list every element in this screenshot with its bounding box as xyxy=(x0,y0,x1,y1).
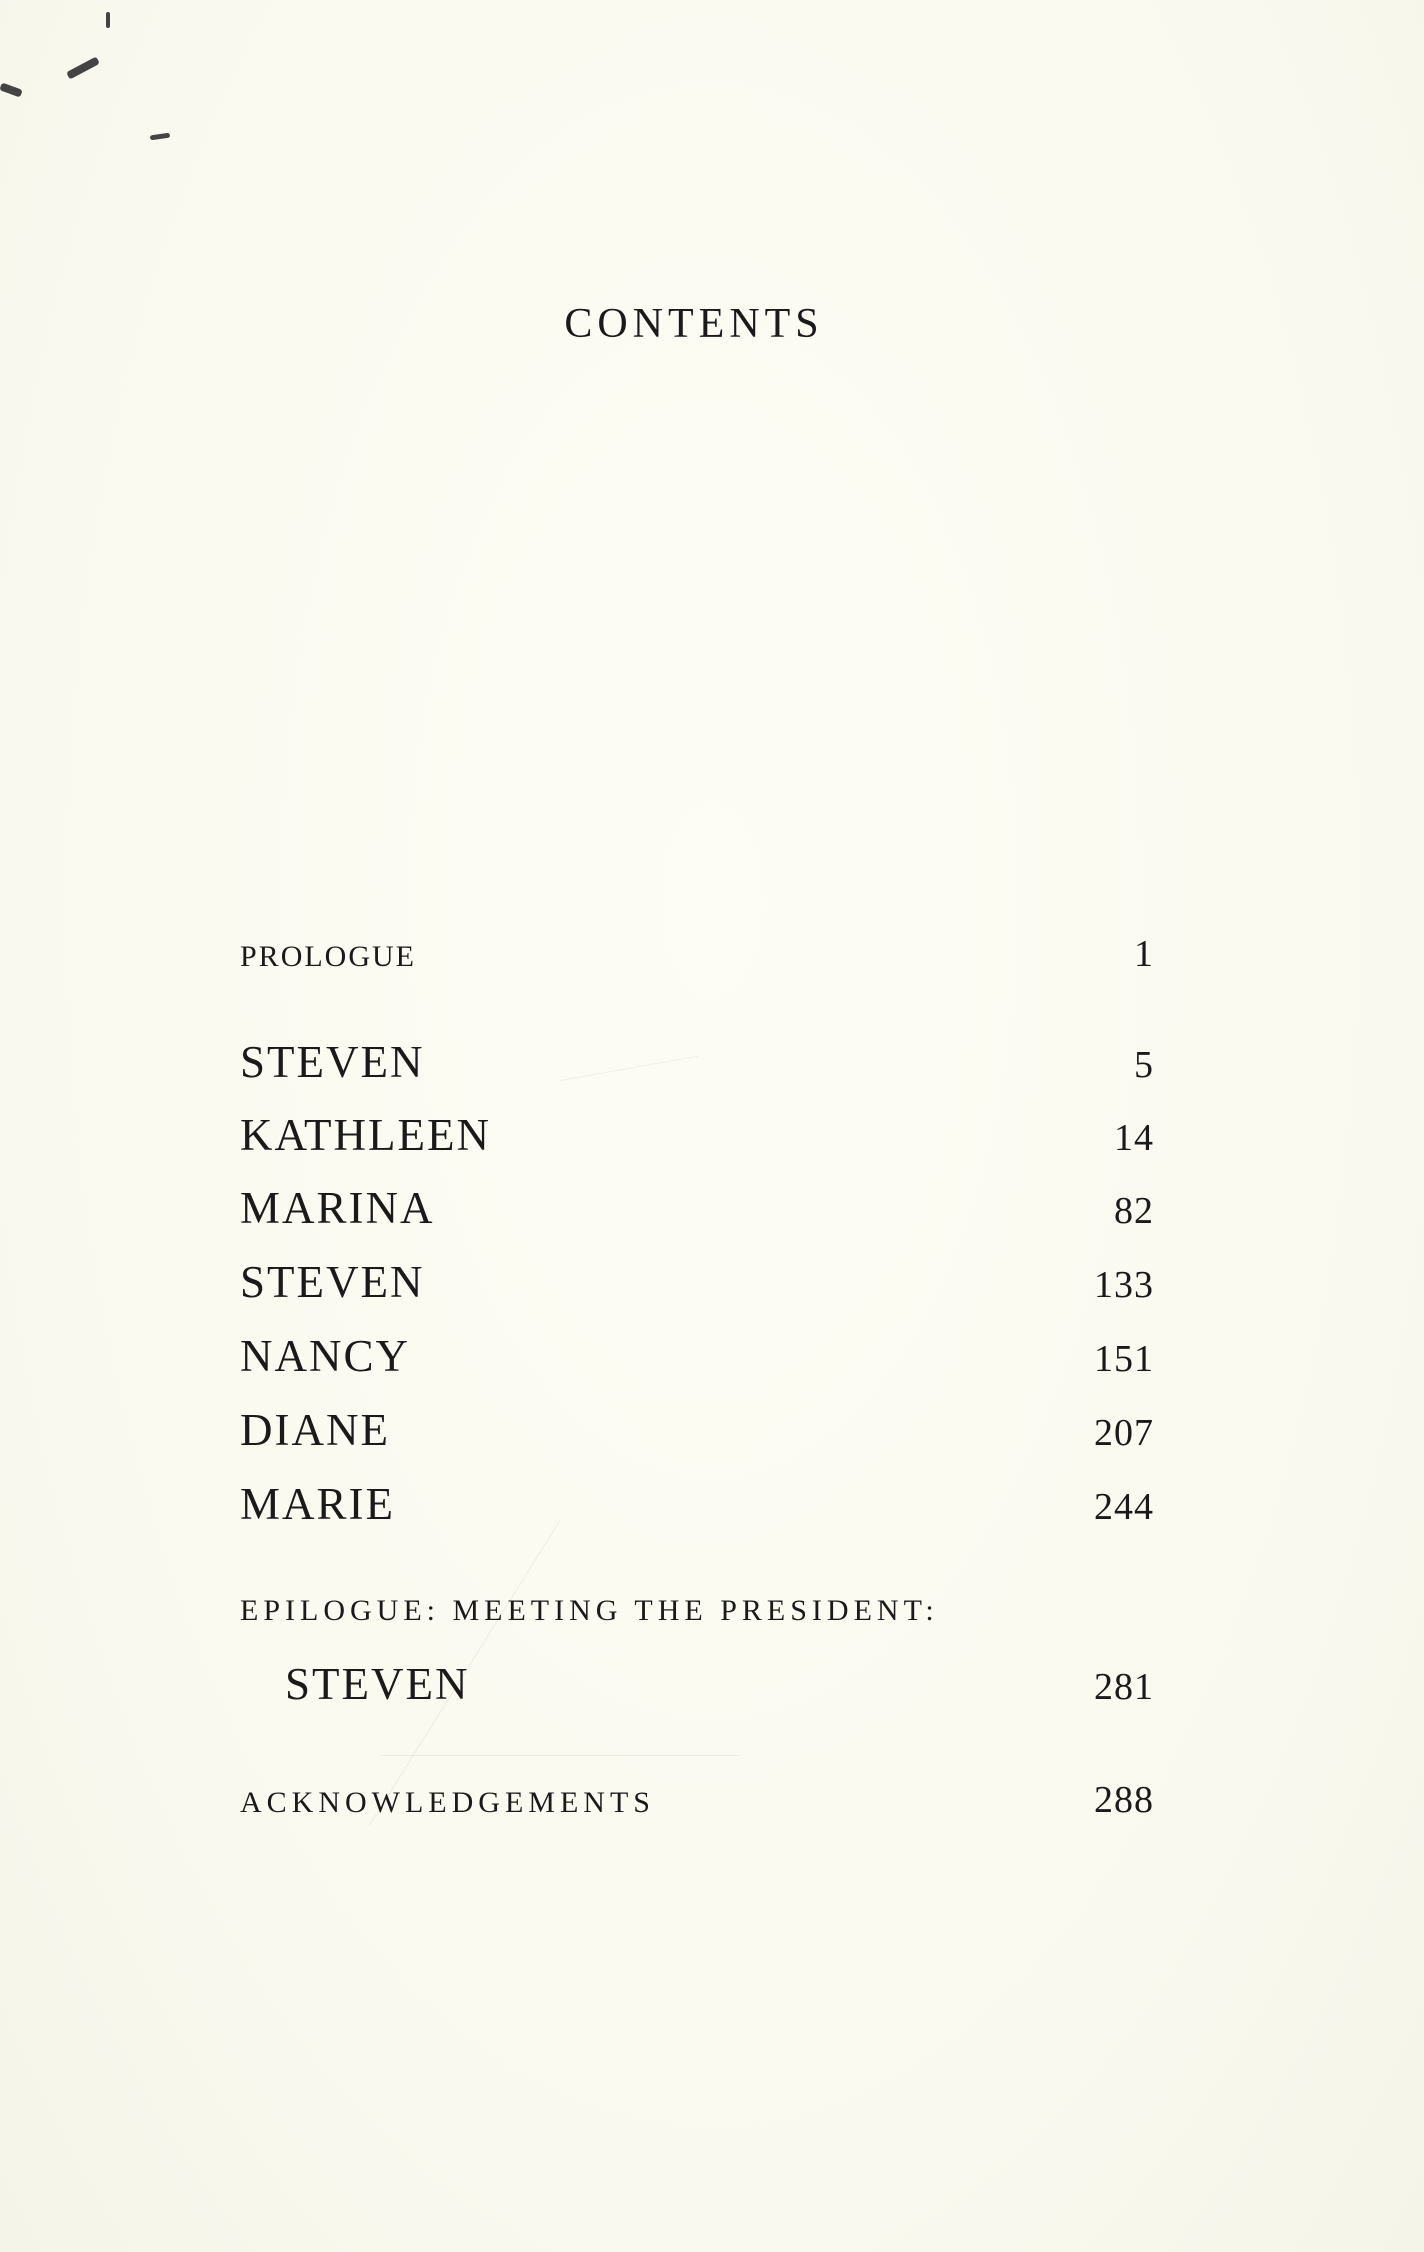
toc-entry-epilogue-sub xyxy=(285,1658,1154,1710)
toc-entry-acknowledgements xyxy=(240,1778,1154,1822)
entry-page: 244 xyxy=(1094,1486,1154,1528)
entry-page: 288 xyxy=(1094,1779,1154,1821)
toc-entry-epilogue xyxy=(240,1594,1154,1628)
entry-label: PROLOGUE xyxy=(240,940,417,973)
entry-page: 133 xyxy=(1094,1264,1154,1306)
scuff-mark xyxy=(150,133,171,141)
toc-entry xyxy=(240,1109,1154,1161)
entry-label: ACKNOWLEDGEMENTS xyxy=(240,1786,655,1819)
entry-page: 14 xyxy=(1114,1117,1154,1159)
page-title: CONTENTS xyxy=(564,301,824,347)
entry-label: STEVEN xyxy=(285,1659,470,1709)
scuff-mark xyxy=(106,12,110,28)
entry-page: 281 xyxy=(1094,1666,1154,1708)
entry-page: 207 xyxy=(1094,1412,1154,1454)
entry-label: MARINA xyxy=(240,1183,435,1233)
entry-page: 5 xyxy=(1134,1044,1154,1086)
toc-entry xyxy=(240,1256,1154,1308)
toc-entry xyxy=(240,1182,1154,1234)
entry-label: NANCY xyxy=(240,1331,411,1381)
entry-label: MARIE xyxy=(240,1479,395,1529)
entry-label: DIANE xyxy=(240,1405,390,1455)
entry-page: 151 xyxy=(1094,1338,1154,1380)
entry-page: 82 xyxy=(1114,1190,1154,1232)
toc-entry-prologue xyxy=(240,932,1154,976)
scratch-line xyxy=(380,1755,740,1756)
entry-label: STEVEN xyxy=(240,1257,425,1307)
toc-entry xyxy=(240,1404,1154,1456)
entry-label: STEVEN xyxy=(240,1037,425,1087)
entry-label: KATHLEEN xyxy=(240,1110,491,1160)
scuff-mark xyxy=(0,82,23,97)
toc-entry xyxy=(240,1036,1154,1088)
epilogue-label: EPILOGUE: MEETING THE PRESIDENT: xyxy=(240,1594,939,1627)
toc-entry xyxy=(240,1478,1154,1530)
toc-entry xyxy=(240,1330,1154,1382)
scuff-mark xyxy=(66,56,100,79)
entry-page: 1 xyxy=(1134,933,1154,975)
